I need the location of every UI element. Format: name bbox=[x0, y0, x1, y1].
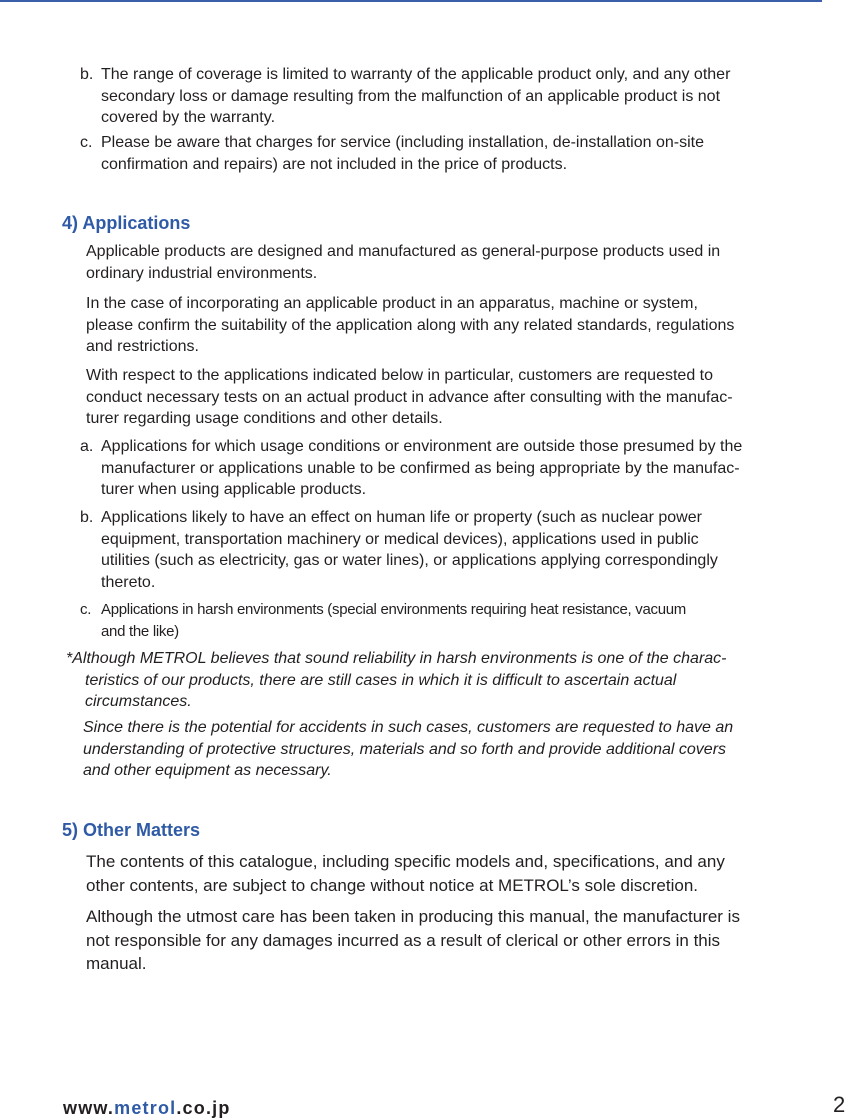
item-line: utilities (such as electricity, gas or water lines), or applications applying correspondingly bbox=[101, 552, 718, 569]
note-line: teristics of our products, there are still cases in which it is difficult to ascertain actual bbox=[85, 671, 677, 689]
section-heading-applications: 4) Applications bbox=[62, 213, 191, 233]
page-number: 2 bbox=[833, 1092, 846, 1117]
paragraph bbox=[86, 241, 816, 284]
item-line: and the like) bbox=[101, 622, 179, 640]
item-line: manufacturer or applications unable to be confirmed as being appropriate by the manufac- bbox=[101, 459, 740, 477]
top-rule bbox=[0, 0, 822, 2]
item-line: Applications likely to have an effect on human life or property (such as nuclear power bbox=[101, 509, 702, 526]
item-label: c. bbox=[80, 134, 93, 151]
paragraph-line: conduct necessary tests on an actual product in advance after consulting with the manufac- bbox=[86, 388, 733, 406]
paragraph-line: Applicable products are designed and manufactured as general-purpose products used in bbox=[86, 243, 721, 260]
item-line: The range of coverage is limited to warranty of the applicable product only, and any other bbox=[101, 66, 731, 83]
paragraph bbox=[86, 850, 816, 897]
item-line: secondary loss or damage resulting from the malfunction of an applicable product is not bbox=[101, 87, 721, 105]
item-line: covered by the warranty. bbox=[101, 109, 276, 126]
paragraph-line: please confirm the suitability of the application along with any related standards, regulations bbox=[86, 316, 735, 334]
list-item-b bbox=[80, 64, 820, 129]
item-line: thereto. bbox=[101, 573, 156, 591]
item-label: b. bbox=[80, 509, 94, 526]
paragraph bbox=[86, 905, 816, 976]
item-line: turer when using applicable products. bbox=[101, 481, 367, 498]
section-heading-other-matters: 5) Other Matters bbox=[62, 820, 201, 840]
note-line: and other equipment as necessary. bbox=[83, 762, 332, 779]
footer-website-link[interactable] bbox=[63, 1097, 231, 1119]
paragraph-line: manual. bbox=[86, 954, 147, 973]
item-line: Applications in harsh environments (special environments requiring heat resistance, vacuum bbox=[101, 601, 686, 618]
url-prefix: www. bbox=[63, 1098, 115, 1118]
note-line: understanding of protective structures, materials and so forth and provide additional covers bbox=[83, 740, 727, 758]
paragraph-line: With respect to the applications indicated below in particular, customers are requested to bbox=[86, 367, 713, 384]
paragraph-line: other contents, are subject to change without notice at METROL’s sole discretion. bbox=[86, 875, 699, 895]
note-line: *Although METROL believes that sound reliability in harsh environments is one of the charac- bbox=[66, 650, 727, 667]
item-label: c. bbox=[80, 601, 92, 618]
italic-note bbox=[66, 648, 727, 713]
url-brand: metrol bbox=[114, 1098, 177, 1118]
note-line: circumstances. bbox=[85, 693, 192, 710]
list-item-c bbox=[80, 599, 820, 642]
item-label: a. bbox=[80, 438, 94, 455]
note-line: Since there is the potential for accidents in such cases, customers are requested to have an bbox=[83, 719, 734, 736]
paragraph bbox=[86, 293, 816, 358]
paragraph bbox=[86, 365, 816, 430]
list-item-b bbox=[80, 507, 820, 593]
italic-note bbox=[83, 717, 733, 782]
item-line: confirmation and repairs) are not included in the price of products. bbox=[101, 155, 568, 173]
paragraph-line: In the case of incorporating an applicable product in an apparatus, machine or system, bbox=[86, 295, 698, 312]
item-label: b. bbox=[80, 66, 94, 83]
url-suffix: .co.jp bbox=[176, 1098, 231, 1118]
item-line: Applications for which usage conditions or environment are outside those presumed by the bbox=[101, 438, 743, 455]
paragraph-line: turer regarding usage conditions and other details. bbox=[86, 410, 443, 427]
list-item-a bbox=[80, 436, 820, 501]
item-line: Please be aware that charges for service (including installation, de-installation on-site bbox=[101, 134, 704, 151]
paragraph-line: ordinary industrial environments. bbox=[86, 264, 318, 282]
list-item-c bbox=[80, 132, 820, 175]
paragraph-line: and restrictions. bbox=[86, 338, 199, 355]
paragraph-line: The contents of this catalogue, including specific models and, specifications, and any bbox=[86, 852, 725, 871]
paragraph-line: not responsible for any damages incurred as a result of clerical or other errors in this bbox=[86, 930, 721, 950]
item-line: equipment, transportation machinery or medical devices), applications used in public bbox=[101, 530, 699, 548]
paragraph-line: Although the utmost care has been taken in producing this manual, the manufacturer is bbox=[86, 907, 740, 926]
